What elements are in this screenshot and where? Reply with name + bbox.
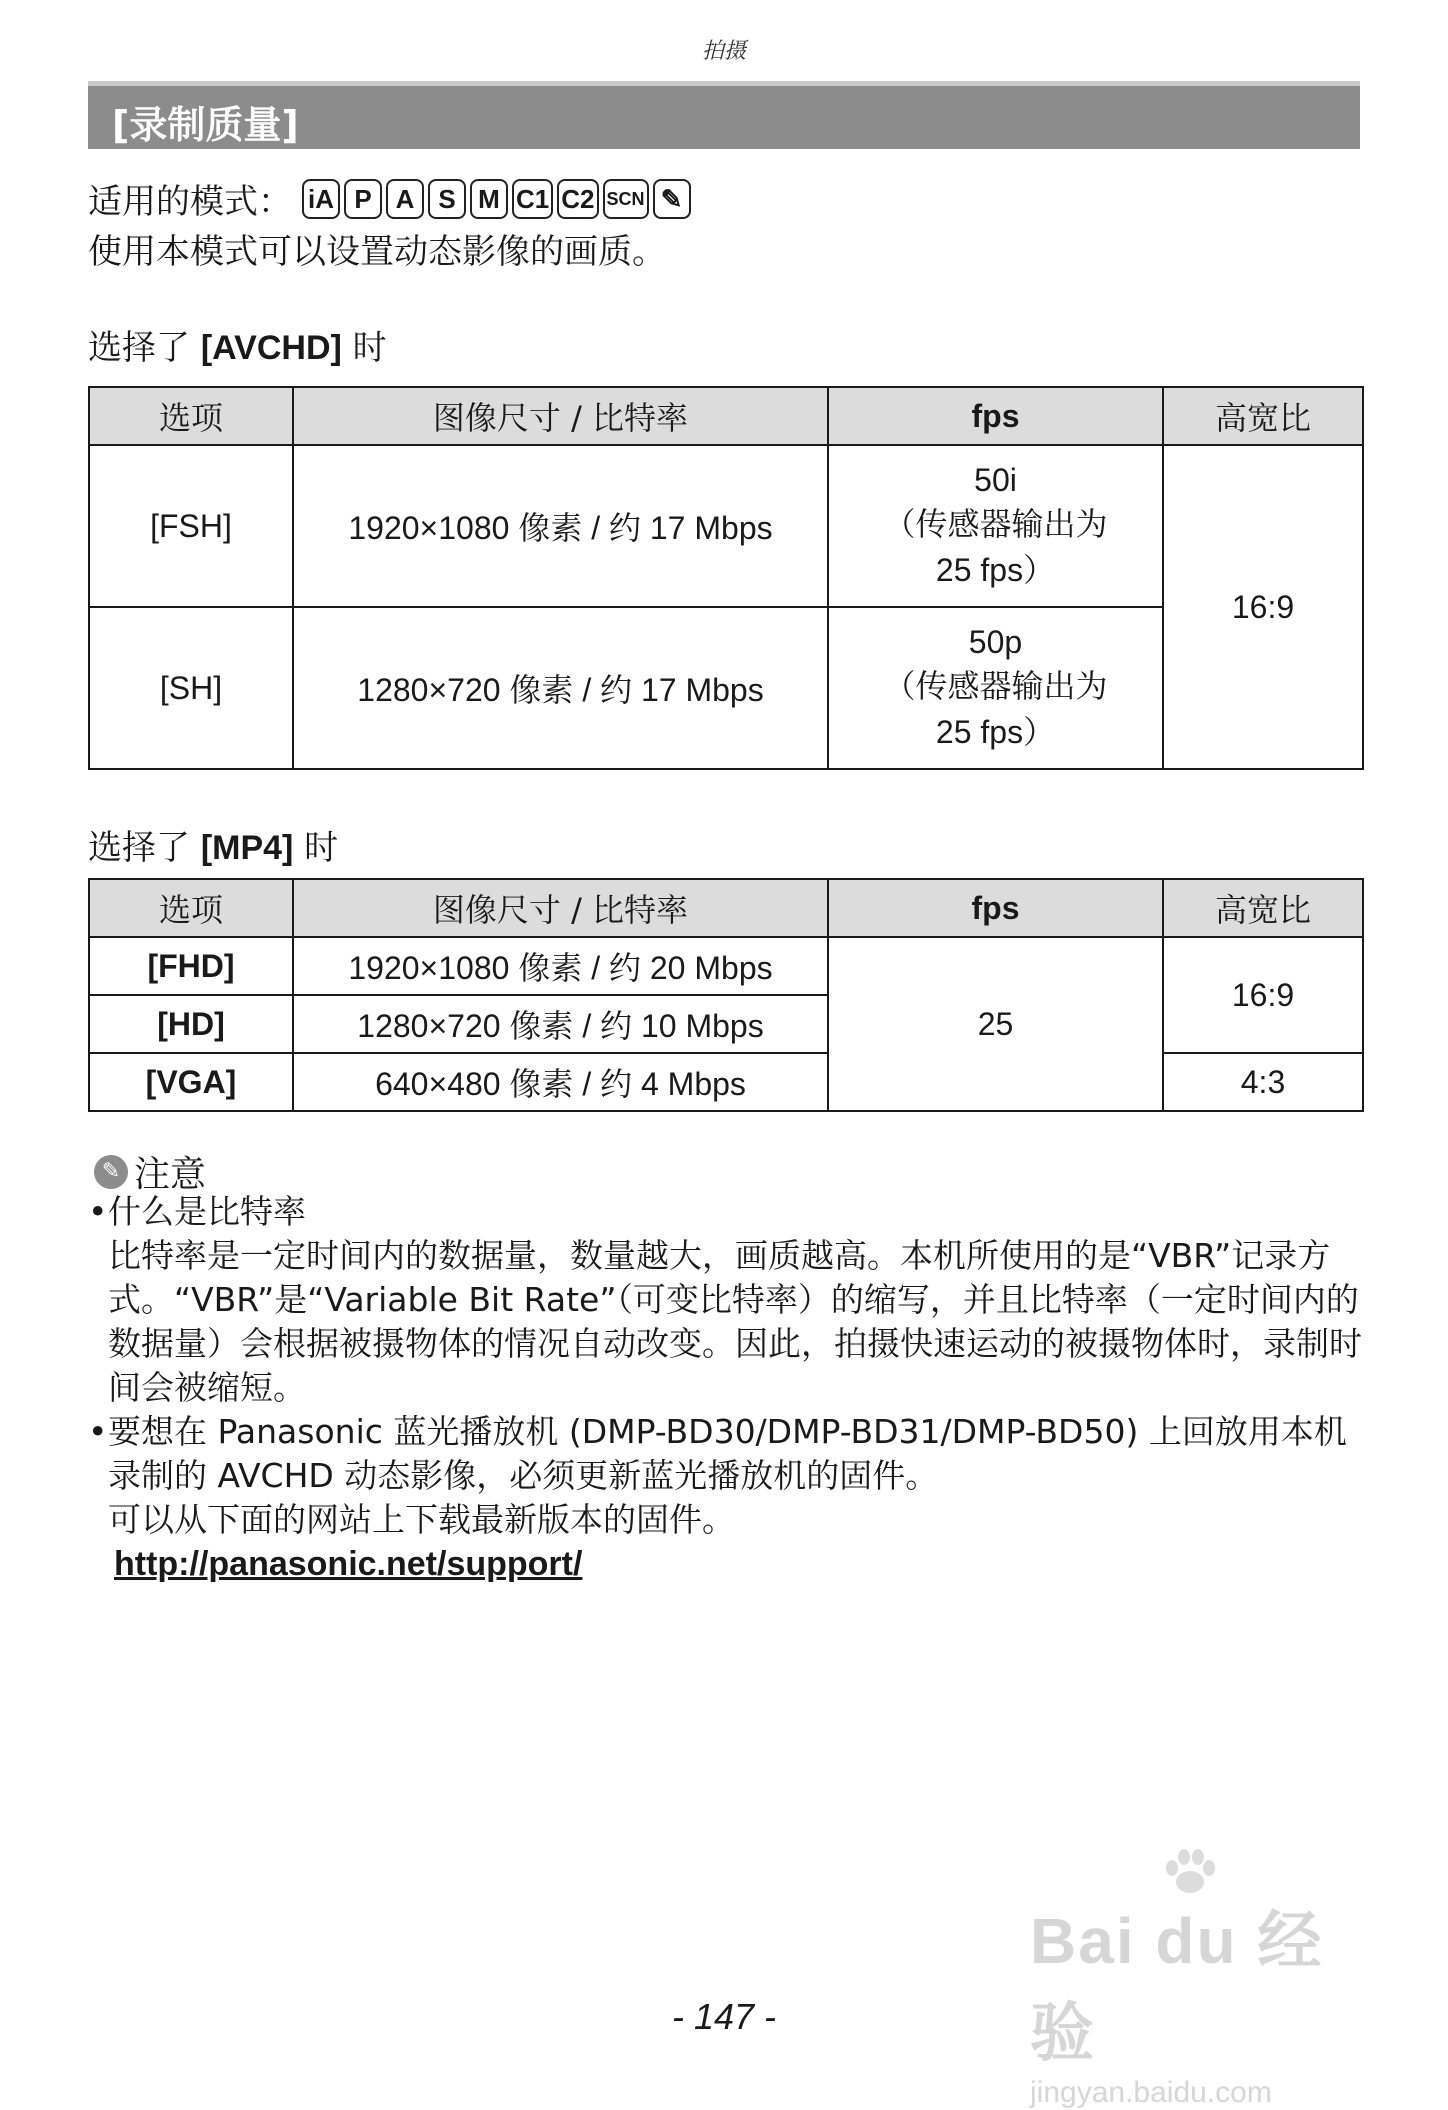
p-mode-icon: P xyxy=(344,179,382,219)
size-cell: 1280×720 像素 / 约 17 Mbps xyxy=(293,607,828,769)
support-link[interactable]: http://panasonic.net/support/ xyxy=(114,1545,583,1583)
table-row xyxy=(89,1053,1363,1111)
paw-icon xyxy=(1160,1848,1220,1898)
section-header-bar xyxy=(88,81,1360,149)
option-cell: [VGA] xyxy=(89,1053,293,1111)
note-body: 要想在 Panasonic 蓝光播放机 (DMP-BD30/DMP-BD31/DMP-BD50) 上回放用本机录制的 AVCHD 动态影像，必须更新蓝光播放机的固件。 xyxy=(108,1412,1347,1495)
header-aspect: 高宽比 xyxy=(1163,879,1363,937)
note-text xyxy=(108,1190,1363,1410)
size-cell: 1920×1080 像素 / 约 17 Mbps xyxy=(293,445,828,607)
mp4-title-post: 时 xyxy=(293,828,339,868)
s-mode-icon: S xyxy=(428,179,466,219)
note-heading-text: 注意 xyxy=(134,1154,207,1195)
table-row xyxy=(89,937,1363,995)
avchd-table xyxy=(88,386,1364,770)
note-bullet xyxy=(88,1190,1363,1410)
aspect-cell: 16:9 xyxy=(1163,937,1363,1053)
mp4-table xyxy=(88,878,1364,1112)
scn-mode-icon: SCN xyxy=(603,179,649,219)
bullet-dot: • xyxy=(88,1192,108,1231)
header-size: 图像尺寸 / 比特率 xyxy=(293,879,828,937)
note-body: 比特率是一定时间内的数据量，数量越大，画质越高。本机所使用的是“VBR”记录方式。“VBR”是“Variable Bit Rate”（可变比特率）的缩写，并且比特率（一定时间内的数据量）会根据被摄物体的情况自动改变。因此，拍摄快速运动的被摄物体时，录制时间会被缩短。 xyxy=(108,1236,1362,1407)
bullet-dot: • xyxy=(88,1412,108,1451)
option-cell: [FHD] xyxy=(89,937,293,995)
avchd-title xyxy=(88,320,387,369)
table-header-row xyxy=(89,387,1363,445)
pencil-icon: ✎ xyxy=(94,1155,128,1189)
mp4-title-pre: 选择了 xyxy=(88,828,201,868)
c1-mode-icon: C1 xyxy=(512,179,553,219)
page-number: - 147 - xyxy=(671,1996,777,2037)
notes-body xyxy=(88,1190,1363,1586)
aspect-cell: 4:3 xyxy=(1163,1053,1363,1111)
avchd-title-post: 时 xyxy=(341,328,387,368)
fps-cell xyxy=(828,607,1163,769)
header-fps: fps xyxy=(828,879,1163,937)
size-cell: 1280×720 像素 / 约 10 Mbps xyxy=(293,995,828,1053)
header-size: 图像尺寸 / 比特率 xyxy=(293,387,828,445)
creative-mode-icon: ✎ xyxy=(653,179,691,219)
mode-icons xyxy=(302,179,691,219)
size-cell: 640×480 像素 / 约 4 Mbps xyxy=(293,1053,828,1111)
watermark-url: jingyan.baidu.com xyxy=(1030,2076,1272,2109)
fps-cell xyxy=(828,445,1163,607)
size-cell: 1920×1080 像素 / 约 20 Mbps xyxy=(293,937,828,995)
modes-label: 适用的模式： xyxy=(88,182,292,222)
table-header-row xyxy=(89,879,1363,937)
ia-mode-icon: iA xyxy=(302,179,340,219)
fps-main: 50p xyxy=(968,623,1023,660)
avchd-title-pre: 选择了 xyxy=(88,328,201,368)
page-title: [录制质量] xyxy=(112,103,299,147)
fps-sub: （传感器输出为 xyxy=(883,504,1108,543)
avchd-title-bold: [AVCHD] xyxy=(200,329,342,367)
a-mode-icon: A xyxy=(386,179,424,219)
applicable-modes xyxy=(88,174,691,223)
fps-sub: 25 fps） xyxy=(935,551,1056,588)
section-label: 拍摄 xyxy=(701,39,746,64)
aspect-cell: 16:9 xyxy=(1163,445,1363,769)
option-cell: [HD] xyxy=(89,995,293,1053)
fps-main: 50i xyxy=(974,461,1017,498)
note-title: 什么是比特率 xyxy=(108,1192,306,1231)
option-cell: [SH] xyxy=(89,607,293,769)
fps-cell: 25 xyxy=(828,937,1163,1111)
watermark-logo: Bai du 经验 xyxy=(1030,1905,1324,2069)
mp4-title xyxy=(88,820,338,869)
fps-sub: （传感器输出为 xyxy=(883,666,1108,705)
header-fps: fps xyxy=(828,387,1163,445)
fps-sub: 25 fps） xyxy=(935,713,1056,750)
option-cell: [FSH] xyxy=(89,445,293,607)
note-extra: 可以从下面的网站上下载最新版本的固件。 xyxy=(108,1500,735,1539)
header-aspect: 高宽比 xyxy=(1163,387,1363,445)
mp4-title-bold: [MP4] xyxy=(200,829,294,867)
c2-mode-icon: C2 xyxy=(557,179,598,219)
table-row xyxy=(89,445,1363,607)
header-option: 选项 xyxy=(89,879,293,937)
note-text xyxy=(108,1410,1363,1586)
m-mode-icon: M xyxy=(470,179,508,219)
header-option: 选项 xyxy=(89,387,293,445)
description: 使用本模式可以设置动态影像的画质。 xyxy=(88,232,666,272)
note-bullet xyxy=(88,1410,1363,1586)
